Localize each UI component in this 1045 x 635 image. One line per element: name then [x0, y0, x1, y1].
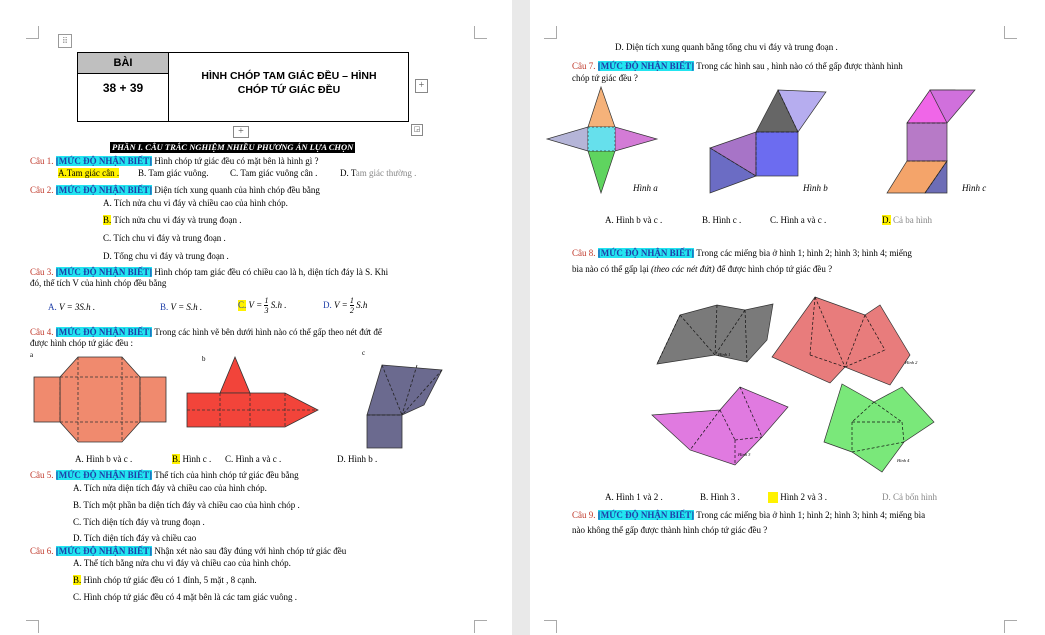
answer-4b: B. Hình c .: [172, 454, 212, 464]
figure-mark-a: a: [30, 351, 34, 359]
level-tag: [MỨC ĐỘ NHẬN BIẾT]: [55, 470, 153, 480]
net-figure-c: [362, 360, 452, 450]
answer-4a: A. Hình b và c .: [75, 454, 133, 464]
add-column-button[interactable]: +: [415, 79, 428, 93]
question-4: [30, 327, 382, 338]
answer-2a: A. Tích nửa chu vi đáy và chiều cao của hình chóp.: [103, 198, 288, 208]
question-2: [30, 185, 320, 196]
answer-4c: C. Hình a và c .: [225, 454, 282, 464]
crop-mark: [1004, 26, 1017, 39]
answer-7d: D. Cả ba hình: [882, 215, 932, 225]
header-table: [77, 52, 409, 122]
answer-8a: A. Hình 1 và 2 .: [605, 492, 663, 502]
net-hinh-c: [885, 88, 980, 196]
level-tag: [MỨC ĐỘ NHẬN BIẾT]: [597, 248, 695, 258]
net-hinh-2: [770, 295, 918, 390]
answer-1a: A.Tam giác cân .: [58, 168, 120, 178]
answer-2d: D. Tổng chu vi đáy và trung đoạn .: [103, 251, 229, 261]
answer-3a: A. V = 3S.h .: [48, 302, 96, 312]
answer-1d: D. Tam giác thường .: [340, 168, 417, 178]
question-text: Thể tích của hình chóp tứ giác đều bằng: [154, 470, 299, 480]
question-8: [572, 248, 912, 259]
level-tag: [MỨC ĐỘ NHẬN BIẾT]: [55, 185, 153, 195]
question-4-line2: được hình chóp tứ giác đều :: [30, 338, 133, 348]
answer-7c: C. Hình a và c .: [770, 215, 827, 225]
level-tag: [MỨC ĐỘ NHẬN BIẾT]: [55, 327, 153, 337]
level-tag: [MỨC ĐỘ NHẬN BIẾT]: [55, 156, 153, 166]
lesson-title: [170, 69, 408, 97]
question-text: Hình chóp tam giác đều có chiều cao là h, diện tích đáy là S. Khi: [154, 267, 389, 277]
question-7-line2: chóp tứ giác đều ?: [572, 73, 638, 83]
question-text: Trong các miếng bìa ở hình 1; hình 2; hình 3; hình 4; miếng bìa: [696, 510, 926, 520]
question-9-line2: nào không thể gấp được thành hình chóp tứ giác đều ?: [572, 525, 768, 535]
answer-5a: A. Tích nửa diện tích đáy và chiều cao của hình chóp.: [73, 483, 267, 493]
lesson-title-line2: CHÓP TỨ GIÁC ĐỀU: [237, 84, 341, 96]
question-text: Diện tích xung quanh của hình chóp đều bằng: [154, 185, 320, 195]
answer-1b: B. Tam giác vuông.: [138, 168, 209, 178]
net-hinh-a: [545, 85, 660, 195]
crop-mark: [544, 620, 557, 633]
crop-mark: [1004, 620, 1017, 633]
answer-3c: C. V = $\frac{1}{3}$ S.h .: [238, 296, 287, 315]
caption-hinh-2: Hình 2: [905, 360, 918, 365]
question-7: [572, 61, 903, 72]
crop-mark: [544, 26, 557, 39]
question-text: Trong các hình sau , hình nào có thể gấp được thành hình: [696, 61, 903, 71]
question-5: [30, 470, 299, 481]
section-title: PHẦN I. CÂU TRẮC NGHIỆM NHIỀU PHƯƠNG ÁN LỰA CHỌN: [112, 142, 354, 152]
lesson-title-line1: HÌNH CHÓP TAM GIÁC ĐỀU – HÌNH: [201, 70, 377, 82]
answer-7a: A. Hình b và c .: [605, 215, 663, 225]
answer-6d: D. Diện tích xung quanh bằng tổng chu vi đáy và trung đoạn .: [615, 42, 838, 52]
question-label: Câu 8.: [572, 248, 596, 258]
net-hinh-b: [708, 88, 828, 198]
caption-hinh-b: Hình b: [803, 183, 828, 193]
level-tag: [MỨC ĐỘ NHẬN BIẾT]: [55, 267, 153, 277]
question-label: Câu 4.: [30, 327, 54, 337]
answer-3b: B. V = S.h .: [160, 302, 203, 312]
table-resize-handle[interactable]: ◲: [411, 124, 423, 136]
question-9: [572, 510, 925, 521]
add-row-button[interactable]: +: [233, 126, 249, 138]
answer-3d: D. V = $\frac{1}{2}$ S.h: [323, 296, 368, 315]
net-figure-a: [30, 352, 170, 447]
net-hinh-1: [655, 300, 775, 370]
question-label: Câu 5.: [30, 470, 54, 480]
answer-6b: B. Hình chóp tứ giác đều có 1 đỉnh, 5 mặt , 8 cạnh.: [73, 575, 257, 585]
question-text: Hình chóp tứ giác đều có mặt bên là hình gì ?: [154, 156, 319, 166]
question-3-line2: đó, thể tích V của hình chóp đều bằng: [30, 278, 167, 288]
question-text: Trong các miếng bìa ở hình 1; hình 2; hình 3; hình 4; miếng: [696, 248, 912, 258]
bai-number-cell: 38 + 39: [78, 74, 169, 121]
net-hinh-4: [822, 382, 937, 474]
answer-5b: B. Tích một phần ba diện tích đáy và chiều cao của hình chóp .: [73, 500, 300, 510]
crop-mark: [26, 620, 39, 633]
question-3: [30, 267, 388, 278]
caption-hinh-1: Hình 1: [718, 352, 731, 357]
answer-6c: C. Hình chóp tứ giác đều có 4 mặt bên là các tam giác vuông .: [73, 592, 298, 602]
question-text: Nhận xét nào sau đây đúng với hình chóp tứ giác đều: [154, 546, 347, 556]
net-figure-b: [185, 355, 320, 435]
answer-7b: B. Hình c .: [702, 215, 742, 225]
answer-1c: C. Tam giác vuông cân .: [230, 168, 318, 178]
caption-hinh-a: Hình a: [633, 183, 658, 193]
level-tag: [MỨC ĐỘ NHẬN BIẾT]: [597, 510, 695, 520]
caption-hinh-3: Hình 3: [738, 452, 751, 457]
question-label: Câu 7.: [572, 61, 596, 71]
answer-8d: D. Cả bốn hình: [882, 492, 937, 502]
crop-mark: [474, 620, 487, 633]
question-text: Trong các hình vẽ bên dưới hình nào có thể gấp theo nét đứt để: [154, 327, 382, 337]
answer-5c: C. Tích diện tích đáy và trung đoạn .: [73, 517, 205, 527]
question-8-line2: bìa nào có thể gấp lại (theo các nét đứt) để được hình chóp tứ giác đều ?: [572, 264, 833, 274]
question-label: Câu 6.: [30, 546, 54, 556]
figure-mark-b: b: [202, 355, 206, 363]
table-move-handle[interactable]: ⁞⁞: [58, 34, 72, 48]
answer-4d: D. Hình b .: [337, 454, 378, 464]
answer-2c: C. Tích chu vi đáy và trung đoạn .: [103, 233, 226, 243]
net-hinh-3: [650, 385, 790, 470]
level-tag: [MỨC ĐỘ NHẬN BIẾT]: [55, 546, 153, 556]
caption-hinh-4: Hình 4: [897, 458, 910, 463]
question-1: [30, 156, 319, 167]
answer-6a: A. Thể tích bằng nửa chu vi đáy và chiều cao của hình chóp.: [73, 558, 291, 568]
answer-2b: B. Tích nửa chu vi đáy và trung đoạn .: [103, 215, 242, 225]
answer-5d: D. Tích diện tích đáy và chiều cao: [73, 533, 197, 543]
level-tag: [MỨC ĐỘ NHẬN BIẾT]: [597, 61, 695, 71]
caption-hinh-c: Hình c: [962, 183, 987, 193]
answer-8b: B. Hình 3 .: [700, 492, 740, 502]
document-page-2: [530, 0, 1045, 635]
crop-mark: [474, 26, 487, 39]
crop-mark: [26, 26, 39, 39]
answer-8c: Hình 2 và 3 .: [768, 492, 827, 503]
question-label: Câu 1.: [30, 156, 54, 166]
figure-mark-c: c: [362, 349, 366, 357]
question-6: [30, 546, 346, 557]
document-page-1: [0, 0, 512, 635]
bai-label-cell: BÀI: [78, 53, 169, 74]
question-label: Câu 3.: [30, 267, 54, 277]
question-label: Câu 9.: [572, 510, 596, 520]
question-label: Câu 2.: [30, 185, 54, 195]
